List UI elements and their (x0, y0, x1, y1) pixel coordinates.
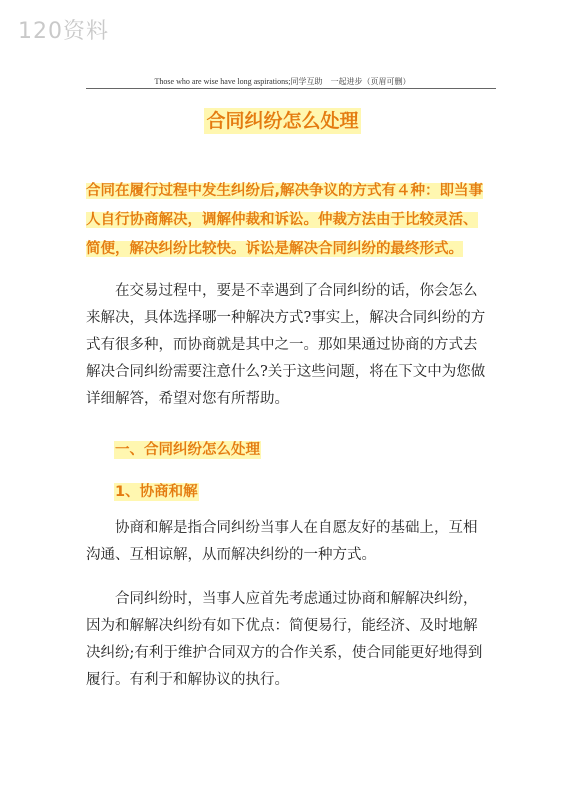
section-heading-text: 一、合同纠纷怎么处理 (115, 442, 260, 458)
header-divider (86, 88, 496, 89)
document-title-text: 合同纠纷怎么处理 (206, 110, 359, 132)
summary-text: 合同在履行过程中发生纠纷后,解决争议的方式有４种：即当事人自行协商解决，调解仲裁和诉讼。仲裁方法由于比较灵活、简便，解决纠纷比较快。诉讼是解决合同纠纷的最终形式。 (86, 183, 484, 257)
watermark-logo: 120资料 (18, 19, 109, 44)
body-paragraph-1: 协商和解是指合同纠纷当事人在自愿友好的基础上，互相沟通、互相谅解，从而解决纠纷的一种方式。 (86, 520, 478, 563)
document-title (0, 106, 565, 133)
page-header: Those who are wise have long aspirations;同学互助 一起进步（页眉可删） (154, 77, 411, 86)
section-heading (114, 438, 261, 459)
subsection-heading (114, 480, 199, 501)
body-paragraph-2: 合同纠纷时，当事人应首先考虑通过协商和解解决纠纷，因为和解解决纠纷有如下优点：简便易行，能经济、及时地解决纠纷;有利于维护合同双方的合作关系，使合同能更好地得到履行。有利于和解协议的执行。 (86, 591, 483, 688)
subsection-heading-text: 1、协商和解 (115, 484, 198, 500)
intro-paragraph: 在交易过程中，要是不幸遇到了合同纠纷的话，你会怎么来解决，具体选择哪一种解决方式?事实上，解决合同纠纷的方式有很多种，而协商就是其中之一。那如果通过协商的方式去解决合同纠纷需要注意什么?关于这些问题，将在下文中为您做详细解答，希望对您有所帮助。 (86, 283, 486, 407)
summary-paragraph (86, 177, 486, 264)
